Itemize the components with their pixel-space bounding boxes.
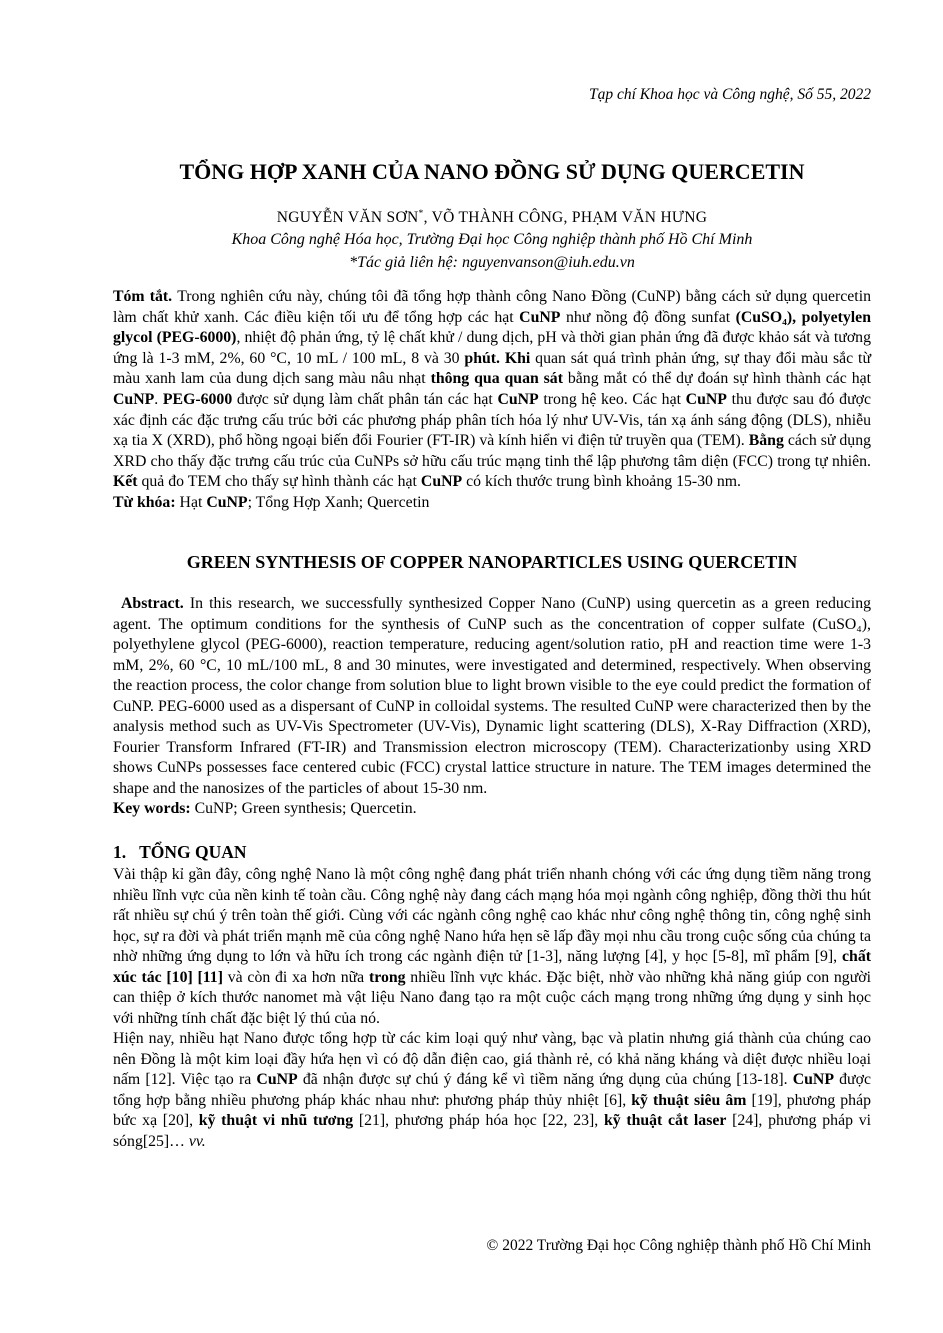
article-title-en: GREEN SYNTHESIS OF COPPER NANOPARTICLES USING QUERCETIN [186,552,798,572]
keywords-vi-line: Từ khóa: Hạt CuNP; Tổng Hợp Xanh; Quercetin [113,493,430,511]
author-line: NGUYỄN VĂN SƠN*, VÕ THÀNH CÔNG, PHẠM VĂN HƯNG [276,208,708,227]
page-footer-copyright: © 2022 Trường Đại học Công nghiệp thành phố Hồ Chí Minh [486,1237,871,1254]
journal-header-line: Tạp chí Khoa học và Công nghệ, Số 55, 2022 [589,86,871,103]
abstract-vi-block [113,287,871,514]
abstract-en-block [113,594,871,820]
intro-paragraph-2: Hiện nay, nhiều hạt Nano được tổng hợp từ các kim loại quý như vàng, bạc và platin nhưng giá thành của chúng cao nên Đồng là một kim loại đầy hứa hẹn vì có độ dẫn điện cao, giá thành rẻ, có khả năng kháng và diệt được nhiều loại nấm [12]. Việc tạo ra CuNP đã nhận được sự chú ý đáng kể vì tiềm năng ứng dụng của chúng [13-18]. CuNP được tổng hợp bằng nhiều phương pháp khác nhau như: phương pháp thủy nhiệt [6], kỹ thuật siêu âm [19], phương pháp bức xạ [20], kỹ thuật vi nhũ tương [21], phương pháp hóa học [22, 23], kỹ thuật cắt laser [24], phương pháp vi sóng[25]… vv. [113,1030,871,1150]
section-1-block [113,841,871,1152]
section-1-heading [113,841,871,863]
corresponding-author-line: *Tác giả liên hệ: nguyenvanson@iuh.edu.vn [349,254,635,271]
keywords-en-line: Key words: CuNP; Green synthesis; Quercetin. [113,800,417,817]
intro-paragraph-1: Vài thập kỉ gần đây, công nghệ Nano là một công nghệ đang phát triển nhanh chóng với các ứng dụng tiềm năng trong nhiều lĩnh vực của nền kinh tế toàn cầu. Công nghệ này đang cách mạng hóa mọi ngành công nghiệp, đồng thời thu hút rất nhiều sự chú ý trên toàn thế giới. Cùng với các ngành công nghệ cao khác như công nghệ thông tin, công nghệ sinh học, sự ra đời và phát triển mạnh mẽ của công nghệ Nano hứa hẹn sẽ lấp đầy mọi nhu cầu trong cuộc sống của chúng ta nhờ những ứng dụng to lớn và hữu ích trong các ngành điện tử [1-3], năng lượng [4], y học [5-8], mĩ phẩm [9], chất xúc tác [10] [11] và còn đi xa hơn nữa trong nhiều lĩnh vực khác. Đặc biệt, nhờ vào những khả năng giúp con người can thiệp ở kích thước nanomet mà vật liệu Nano đang tạo ra một cuộc cách mạng trong những ứng dụng y sinh học với những tính chất đặc biệt lý thú của nó. [113,866,872,1027]
affiliation-line: Khoa Công nghệ Hóa học, Trường Đại học Công nghiệp thành phố Hồ Chí Minh [231,231,753,248]
section-1-title: TỔNG QUAN [139,842,247,862]
section-1-number: 1. [113,842,127,862]
abstract-vi-paragraph: Tóm tắt. Trong nghiên cứu này, chúng tôi đã tổng hợp thành công Nano Đồng (CuNP) bằng cách sử dụng quercetin làm chất khử xanh. Các điều kiện tối ưu để tổng hợp các hạt CuNP như nồng độ đồng sunfat (CuSO₄), polyetylen glycol (PEG-6000), nhiệt độ phản ứng, tỷ lệ chất khử / dung dịch, pH và thời gian phản ứng đã được khảo sát và tương ứng là 1-3 mM, 2%, 60 °C, 10 mL / 100 mL, 8 và 30 phút. Khi quan sát quá trình phản ứng, sự thay đổi màu sắc từ màu xanh lam của dung dịch sang màu nâu nhạt thông qua quan sát bằng mắt có thể dự đoán sự hình thành các hạt CuNP. PEG-6000 được sử dụng làm chất phân tán các hạt CuNP trong hệ keo. Các hạt CuNP thu được sau đó được xác định các đặc trưng cấu trúc bởi các phương pháp phân tích hóa lý như UV-Vis, tán xạ ánh sáng động (DLS), nhiễu xạ tia X (XRD), phổ hồng ngoại biến đổi Fourier (FT-IR) và kính hiển vi điện tử truyền qua (TEM). Bằng cách sử dụng XRD cho thấy đặc trưng cấu trúc của CuNPs sở hữu cấu trúc mạng tinh thể lập phương tâm diện (FCC) trong tự nhiên. Kết quả đo TEM cho thấy sự hình thành các hạt CuNP có kích thước trung bình khoảng 15-30 nm. [113,288,872,491]
article-title-vi: TỔNG HỢP XANH CỦA NANO ĐỒNG SỬ DỤNG QUERCETIN [179,159,805,184]
abstract-en-paragraph: Abstract. In this research, we successfully synthesized Copper Nano (CuNP) using quercetin as a green reducing agent. The optimum conditions for the synthesis of CuNP such as the concentration of copper sulfate (CuSO₄), polyethylene glycol (PEG-6000), reaction temperature, reducing agent/solution ratio, pH and reaction time were 1-3 mM, 2%, 60 °C, 10 mL/100 mL, 8 and 30 minutes, were investigated and determined, respectively. When observing the reaction process, the color change from solution blue to light brown visible to the eye could predict the formation of CuNP. PEG-6000 used as a dispersant of CuNP in colloidal systems. The resulted CuNP were characterized then by the analysis method such as UV-Vis Spectrometer (UV-Vis), Dynamic light scattering (DLS), X-Ray Diffraction (XRD), Fourier Transform Infrared (FT-IR) and Transmission electron microscopy (TEM). Characterizationby using XRD shows CuNPs possesses face centered cubic (FCC) crystal lattice structure in nature. The TEM images determined the shape and the nanosizes of the particles of about 15-30 nm. [113,595,871,797]
